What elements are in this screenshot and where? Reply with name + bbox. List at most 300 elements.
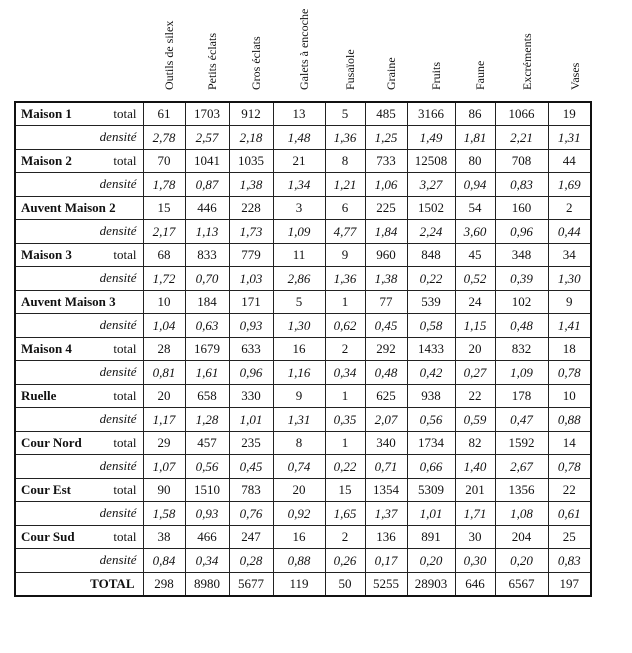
column-header xyxy=(144,0,186,96)
column-header-label: Fruits xyxy=(429,61,443,90)
total-value: 70 xyxy=(143,150,185,173)
density-value: 0,48 xyxy=(365,361,407,385)
density-value: 0,22 xyxy=(325,455,365,479)
total-value: 2 xyxy=(325,526,365,549)
density-value: 0,96 xyxy=(495,220,548,244)
total-value: 466 xyxy=(185,526,229,549)
density-value: 0,30 xyxy=(455,549,495,573)
total-value: 912 xyxy=(229,102,273,126)
total-value: 44 xyxy=(548,150,591,173)
density-value: 1,16 xyxy=(273,361,325,385)
total-value: 1502 xyxy=(407,197,455,220)
density-value: 1,30 xyxy=(273,314,325,338)
total-value: 24 xyxy=(455,291,495,314)
table-row-total xyxy=(15,291,591,314)
density-value: 0,76 xyxy=(229,502,273,526)
total-value: 348 xyxy=(495,244,548,267)
density-value: 0,52 xyxy=(455,267,495,291)
density-value: 2,57 xyxy=(185,126,229,150)
total-value: 1433 xyxy=(407,338,455,361)
total-value: 848 xyxy=(407,244,455,267)
row-label xyxy=(15,432,143,455)
total-value: 30 xyxy=(455,526,495,549)
row-kind-density: densité xyxy=(99,364,137,379)
total-value: 733 xyxy=(365,150,407,173)
total-value: 8 xyxy=(273,432,325,455)
row-label xyxy=(15,526,143,549)
density-value: 1,73 xyxy=(229,220,273,244)
density-value: 1,58 xyxy=(143,502,185,526)
table-row-total xyxy=(15,150,591,173)
total-value: 783 xyxy=(229,479,273,502)
row-kind-total: total xyxy=(113,388,137,403)
total-value: 1354 xyxy=(365,479,407,502)
density-value: 0,93 xyxy=(185,502,229,526)
total-value: 38 xyxy=(143,526,185,549)
density-value: 1,61 xyxy=(185,361,229,385)
total-value: 446 xyxy=(185,197,229,220)
table-row-total xyxy=(15,338,591,361)
total-value: 136 xyxy=(365,526,407,549)
density-value: 1,38 xyxy=(365,267,407,291)
row-label xyxy=(15,549,143,573)
total-value: 1066 xyxy=(495,102,548,126)
total-value: 292 xyxy=(365,338,407,361)
row-label xyxy=(15,102,143,126)
total-value: 184 xyxy=(185,291,229,314)
density-value: 0,81 xyxy=(143,361,185,385)
density-value: 2,78 xyxy=(143,126,185,150)
total-value: 54 xyxy=(455,197,495,220)
density-value: 0,78 xyxy=(548,361,591,385)
density-value: 1,81 xyxy=(455,126,495,150)
row-name: Cour Sud xyxy=(21,529,75,544)
total-value: 235 xyxy=(229,432,273,455)
row-kind-total: total xyxy=(113,529,137,544)
total-value: 5309 xyxy=(407,479,455,502)
total-value: 201 xyxy=(455,479,495,502)
density-value: 1,28 xyxy=(185,408,229,432)
density-value: 0,74 xyxy=(273,455,325,479)
row-label xyxy=(15,291,143,314)
column-header-label: Vases xyxy=(567,62,582,90)
density-value: 1,01 xyxy=(407,502,455,526)
total-value: 1356 xyxy=(495,479,548,502)
grand-total-value: 197 xyxy=(548,573,591,597)
total-value: 22 xyxy=(548,479,591,502)
total-value: 485 xyxy=(365,102,407,126)
row-label xyxy=(15,314,143,338)
row-kind-density: densité xyxy=(99,129,137,144)
density-value: 0,45 xyxy=(229,455,273,479)
column-header-label: Excréments xyxy=(519,33,534,90)
total-value: 15 xyxy=(325,479,365,502)
total-value: 891 xyxy=(407,526,455,549)
total-value: 2 xyxy=(548,197,591,220)
density-value: 2,86 xyxy=(273,267,325,291)
density-value: 0,93 xyxy=(229,314,273,338)
total-value: 29 xyxy=(143,432,185,455)
column-header xyxy=(186,0,230,96)
total-value: 90 xyxy=(143,479,185,502)
density-value: 1,09 xyxy=(273,220,325,244)
density-value: 1,34 xyxy=(273,173,325,197)
density-value: 0,44 xyxy=(548,220,591,244)
table-row-grand-total xyxy=(15,573,591,597)
total-value: 20 xyxy=(273,479,325,502)
density-value: 0,58 xyxy=(407,314,455,338)
total-value: 833 xyxy=(185,244,229,267)
total-value: 171 xyxy=(229,291,273,314)
density-value: 1,08 xyxy=(495,502,548,526)
total-value: 18 xyxy=(548,338,591,361)
total-value: 1 xyxy=(325,385,365,408)
row-label xyxy=(15,197,143,220)
total-value: 1 xyxy=(325,432,365,455)
density-value: 0,20 xyxy=(495,549,548,573)
density-value: 0,96 xyxy=(229,361,273,385)
density-value: 1,25 xyxy=(365,126,407,150)
total-value: 86 xyxy=(455,102,495,126)
density-value: 0,22 xyxy=(407,267,455,291)
total-value: 25 xyxy=(548,526,591,549)
density-value: 1,49 xyxy=(407,126,455,150)
total-value: 330 xyxy=(229,385,273,408)
grand-total-value: 28903 xyxy=(407,573,455,597)
column-header xyxy=(456,0,496,96)
total-value: 20 xyxy=(143,385,185,408)
density-value: 0,84 xyxy=(143,549,185,573)
density-value: 0,45 xyxy=(365,314,407,338)
table-row-density xyxy=(15,361,591,385)
total-value: 21 xyxy=(273,150,325,173)
total-value: 6 xyxy=(325,197,365,220)
density-value: 1,07 xyxy=(143,455,185,479)
density-value: 4,77 xyxy=(325,220,365,244)
density-value: 0,92 xyxy=(273,502,325,526)
row-name: Maison 2 xyxy=(21,153,72,168)
grand-total-value: 119 xyxy=(273,573,325,597)
density-value: 1,48 xyxy=(273,126,325,150)
row-kind-density: densité xyxy=(99,317,137,332)
density-value: 0,20 xyxy=(407,549,455,573)
density-value: 2,18 xyxy=(229,126,273,150)
total-value: 1 xyxy=(325,291,365,314)
table-row-total xyxy=(15,526,591,549)
column-header xyxy=(496,0,549,96)
total-value: 204 xyxy=(495,526,548,549)
density-value: 0,47 xyxy=(495,408,548,432)
total-value: 11 xyxy=(273,244,325,267)
column-header-label: Faune xyxy=(473,60,487,90)
density-value: 1,65 xyxy=(325,502,365,526)
total-value: 625 xyxy=(365,385,407,408)
total-value: 102 xyxy=(495,291,548,314)
total-value: 9 xyxy=(548,291,591,314)
density-value: 1,13 xyxy=(185,220,229,244)
density-value: 0,66 xyxy=(407,455,455,479)
table-row-total xyxy=(15,197,591,220)
total-value: 938 xyxy=(407,385,455,408)
column-header xyxy=(274,0,326,96)
grand-total-value: 646 xyxy=(455,573,495,597)
column-header-label: Outils de silex xyxy=(162,20,176,90)
total-value: 16 xyxy=(273,338,325,361)
total-value: 19 xyxy=(548,102,591,126)
row-kind-total: total xyxy=(113,482,137,497)
density-value: 1,40 xyxy=(455,455,495,479)
row-name: Cour Nord xyxy=(21,435,82,450)
density-value: 0,17 xyxy=(365,549,407,573)
density-value: 3,27 xyxy=(407,173,455,197)
total-value: 1510 xyxy=(185,479,229,502)
row-label xyxy=(15,502,143,526)
row-label xyxy=(15,338,143,361)
grand-total-label: TOTAL xyxy=(90,576,135,591)
grand-total-value: 5677 xyxy=(229,573,273,597)
total-value: 82 xyxy=(455,432,495,455)
total-value: 340 xyxy=(365,432,407,455)
density-value: 1,71 xyxy=(455,502,495,526)
row-kind-density: densité xyxy=(99,411,137,426)
density-value: 0,83 xyxy=(495,173,548,197)
table-row-density xyxy=(15,502,591,526)
column-header xyxy=(230,0,274,96)
total-value: 22 xyxy=(455,385,495,408)
density-value: 1,36 xyxy=(325,267,365,291)
total-value: 68 xyxy=(143,244,185,267)
density-value: 0,39 xyxy=(495,267,548,291)
grand-total-value: 8980 xyxy=(185,573,229,597)
density-value: 2,67 xyxy=(495,455,548,479)
row-name: Maison 1 xyxy=(21,106,72,121)
density-value: 2,17 xyxy=(143,220,185,244)
density-value: 1,69 xyxy=(548,173,591,197)
row-kind-density: densité xyxy=(99,223,137,238)
density-value: 0,78 xyxy=(548,455,591,479)
total-value: 61 xyxy=(143,102,185,126)
total-value: 178 xyxy=(495,385,548,408)
table-row-density xyxy=(15,549,591,573)
table-row-total xyxy=(15,479,591,502)
row-kind-density: densité xyxy=(99,505,137,520)
row-name: Maison 3 xyxy=(21,247,72,262)
total-value: 28 xyxy=(143,338,185,361)
row-label xyxy=(15,408,143,432)
total-value: 10 xyxy=(548,385,591,408)
density-value: 0,42 xyxy=(407,361,455,385)
table-row-density xyxy=(15,455,591,479)
density-value: 1,06 xyxy=(365,173,407,197)
density-value: 1,01 xyxy=(229,408,273,432)
density-value: 0,48 xyxy=(495,314,548,338)
total-value: 9 xyxy=(273,385,325,408)
table-row-total xyxy=(15,385,591,408)
density-value: 0,59 xyxy=(455,408,495,432)
table-row-density xyxy=(15,220,591,244)
density-value: 1,04 xyxy=(143,314,185,338)
row-name: Ruelle xyxy=(21,388,57,403)
row-kind-total: total xyxy=(113,435,137,450)
density-value: 1,41 xyxy=(548,314,591,338)
column-header xyxy=(549,0,592,96)
data-table xyxy=(14,101,592,597)
total-value: 5 xyxy=(325,102,365,126)
table-row-density xyxy=(15,173,591,197)
row-name: Auvent Maison 3 xyxy=(21,294,116,309)
total-value: 1041 xyxy=(185,150,229,173)
total-value: 228 xyxy=(229,197,273,220)
total-value: 34 xyxy=(548,244,591,267)
density-value: 0,71 xyxy=(365,455,407,479)
density-value: 2,07 xyxy=(365,408,407,432)
density-value: 0,27 xyxy=(455,361,495,385)
total-value: 832 xyxy=(495,338,548,361)
row-label xyxy=(15,479,143,502)
column-header xyxy=(408,0,456,96)
row-label xyxy=(15,126,143,150)
row-label xyxy=(15,573,143,597)
total-value: 13 xyxy=(273,102,325,126)
column-header-label: Petits éclats xyxy=(205,33,219,90)
row-label xyxy=(15,220,143,244)
table-row-density xyxy=(15,267,591,291)
table-row-density xyxy=(15,408,591,432)
density-value: 1,30 xyxy=(548,267,591,291)
total-value: 5 xyxy=(273,291,325,314)
total-value: 779 xyxy=(229,244,273,267)
total-value: 15 xyxy=(143,197,185,220)
row-name: Auvent Maison 2 xyxy=(21,200,116,215)
density-value: 1,03 xyxy=(229,267,273,291)
density-value: 1,31 xyxy=(273,408,325,432)
density-value: 0,87 xyxy=(185,173,229,197)
density-value: 0,63 xyxy=(185,314,229,338)
column-header xyxy=(326,0,366,96)
total-value: 10 xyxy=(143,291,185,314)
density-value: 0,26 xyxy=(325,549,365,573)
density-value: 0,88 xyxy=(548,408,591,432)
density-value: 2,21 xyxy=(495,126,548,150)
column-headers xyxy=(0,0,632,100)
total-value: 8 xyxy=(325,150,365,173)
row-label xyxy=(15,455,143,479)
total-value: 20 xyxy=(455,338,495,361)
total-value: 2 xyxy=(325,338,365,361)
total-value: 1035 xyxy=(229,150,273,173)
total-value: 539 xyxy=(407,291,455,314)
density-value: 1,72 xyxy=(143,267,185,291)
column-header xyxy=(366,0,408,96)
total-value: 1679 xyxy=(185,338,229,361)
density-value: 0,94 xyxy=(455,173,495,197)
density-value: 1,78 xyxy=(143,173,185,197)
table-row-total xyxy=(15,102,591,126)
density-value: 0,28 xyxy=(229,549,273,573)
total-value: 247 xyxy=(229,526,273,549)
row-label xyxy=(15,244,143,267)
density-value: 1,36 xyxy=(325,126,365,150)
column-header-label: Graine xyxy=(384,57,398,90)
density-value: 1,09 xyxy=(495,361,548,385)
total-value: 77 xyxy=(365,291,407,314)
density-value: 1,37 xyxy=(365,502,407,526)
row-kind-density: densité xyxy=(99,176,137,191)
density-value: 1,31 xyxy=(548,126,591,150)
total-value: 160 xyxy=(495,197,548,220)
density-value: 0,62 xyxy=(325,314,365,338)
total-value: 14 xyxy=(548,432,591,455)
grand-total-value: 298 xyxy=(143,573,185,597)
density-value: 0,35 xyxy=(325,408,365,432)
row-kind-density: densité xyxy=(99,552,137,567)
row-kind-total: total xyxy=(113,341,137,356)
row-kind-total: total xyxy=(113,153,137,168)
density-value: 0,56 xyxy=(407,408,455,432)
total-value: 80 xyxy=(455,150,495,173)
total-value: 960 xyxy=(365,244,407,267)
row-kind-total: total xyxy=(113,247,137,262)
total-value: 3 xyxy=(273,197,325,220)
total-value: 457 xyxy=(185,432,229,455)
row-name: Maison 4 xyxy=(21,341,72,356)
grand-total-value: 50 xyxy=(325,573,365,597)
density-value: 2,24 xyxy=(407,220,455,244)
total-value: 708 xyxy=(495,150,548,173)
row-kind-density: densité xyxy=(99,270,137,285)
grand-total-value: 5255 xyxy=(365,573,407,597)
table-row-density xyxy=(15,314,591,338)
total-value: 633 xyxy=(229,338,273,361)
density-value: 0,56 xyxy=(185,455,229,479)
density-value: 1,84 xyxy=(365,220,407,244)
total-value: 16 xyxy=(273,526,325,549)
density-value: 0,61 xyxy=(548,502,591,526)
table-row-total xyxy=(15,432,591,455)
density-value: 3,60 xyxy=(455,220,495,244)
total-value: 225 xyxy=(365,197,407,220)
row-label xyxy=(15,361,143,385)
row-kind-total: total xyxy=(113,106,137,121)
density-value: 1,17 xyxy=(143,408,185,432)
grand-total-value: 6567 xyxy=(495,573,548,597)
density-value: 0,88 xyxy=(273,549,325,573)
column-header-label: Fusaïole xyxy=(343,49,357,90)
density-value: 0,83 xyxy=(548,549,591,573)
total-value: 3166 xyxy=(407,102,455,126)
density-value: 1,15 xyxy=(455,314,495,338)
column-header-label: Gros éclats xyxy=(249,36,263,90)
total-value: 1703 xyxy=(185,102,229,126)
row-label xyxy=(15,173,143,197)
total-value: 658 xyxy=(185,385,229,408)
table-row-density xyxy=(15,126,591,150)
column-header-label: Galets à encoche xyxy=(297,8,311,90)
density-value: 0,70 xyxy=(185,267,229,291)
density-value: 0,34 xyxy=(325,361,365,385)
total-value: 45 xyxy=(455,244,495,267)
row-label xyxy=(15,385,143,408)
row-label xyxy=(15,150,143,173)
row-name: Cour Est xyxy=(21,482,71,497)
total-value: 12508 xyxy=(407,150,455,173)
density-value: 1,21 xyxy=(325,173,365,197)
table-row-total xyxy=(15,244,591,267)
total-value: 1734 xyxy=(407,432,455,455)
total-value: 9 xyxy=(325,244,365,267)
total-value: 1592 xyxy=(495,432,548,455)
row-label xyxy=(15,267,143,291)
